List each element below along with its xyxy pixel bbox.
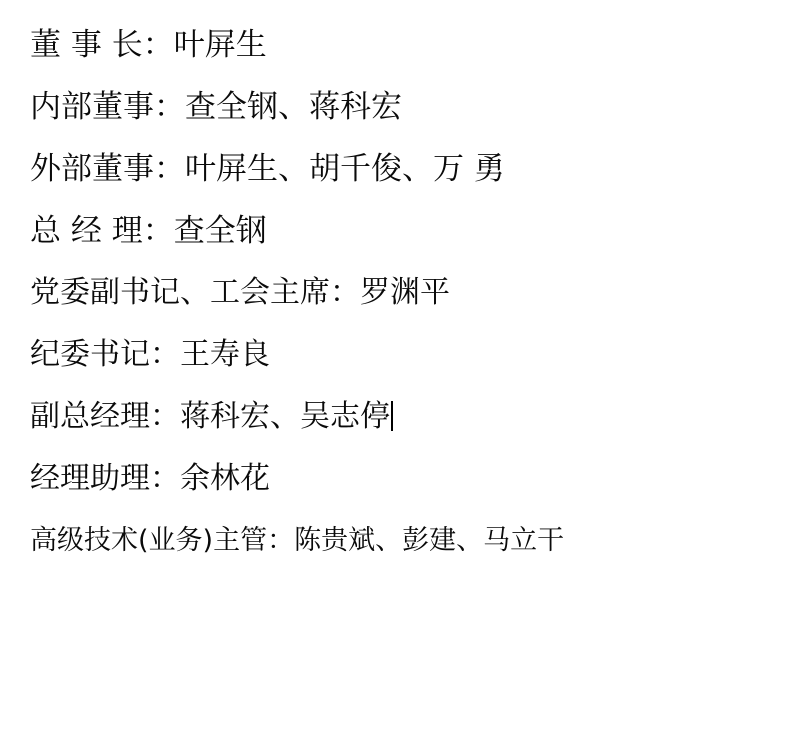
text-line-manager-assistant: 经理助理：余林花 [30,461,270,496]
document-body [30,14,756,572]
text-line-general-manager: 总 经 理：查全钢 [30,213,267,249]
text-cursor [391,401,393,431]
text-line-deputy-general-managers-content: 副总经理：蒋科宏、吴志停 [30,399,390,434]
text-line-external-directors: 外部董事：叶屏生、胡千俊、万 勇 [30,151,505,187]
text-line-internal-directors: 内部董事：查全钢、蒋科宏 [30,89,402,125]
text-line-discipline-secretary: 纪委书记：王寿良 [30,337,270,372]
text-line-deputy-party-secretary-union-chair: 党委副书记、工会主席：罗渊平 [30,275,450,310]
text-line-senior-technical-supervisors: 高级技术(业务)主管：陈贵斌、彭建、马立干 [30,525,565,556]
text-line-chairman: 董 事 长：叶屏生 [30,27,267,63]
text-line-deputy-general-managers [30,386,756,448]
